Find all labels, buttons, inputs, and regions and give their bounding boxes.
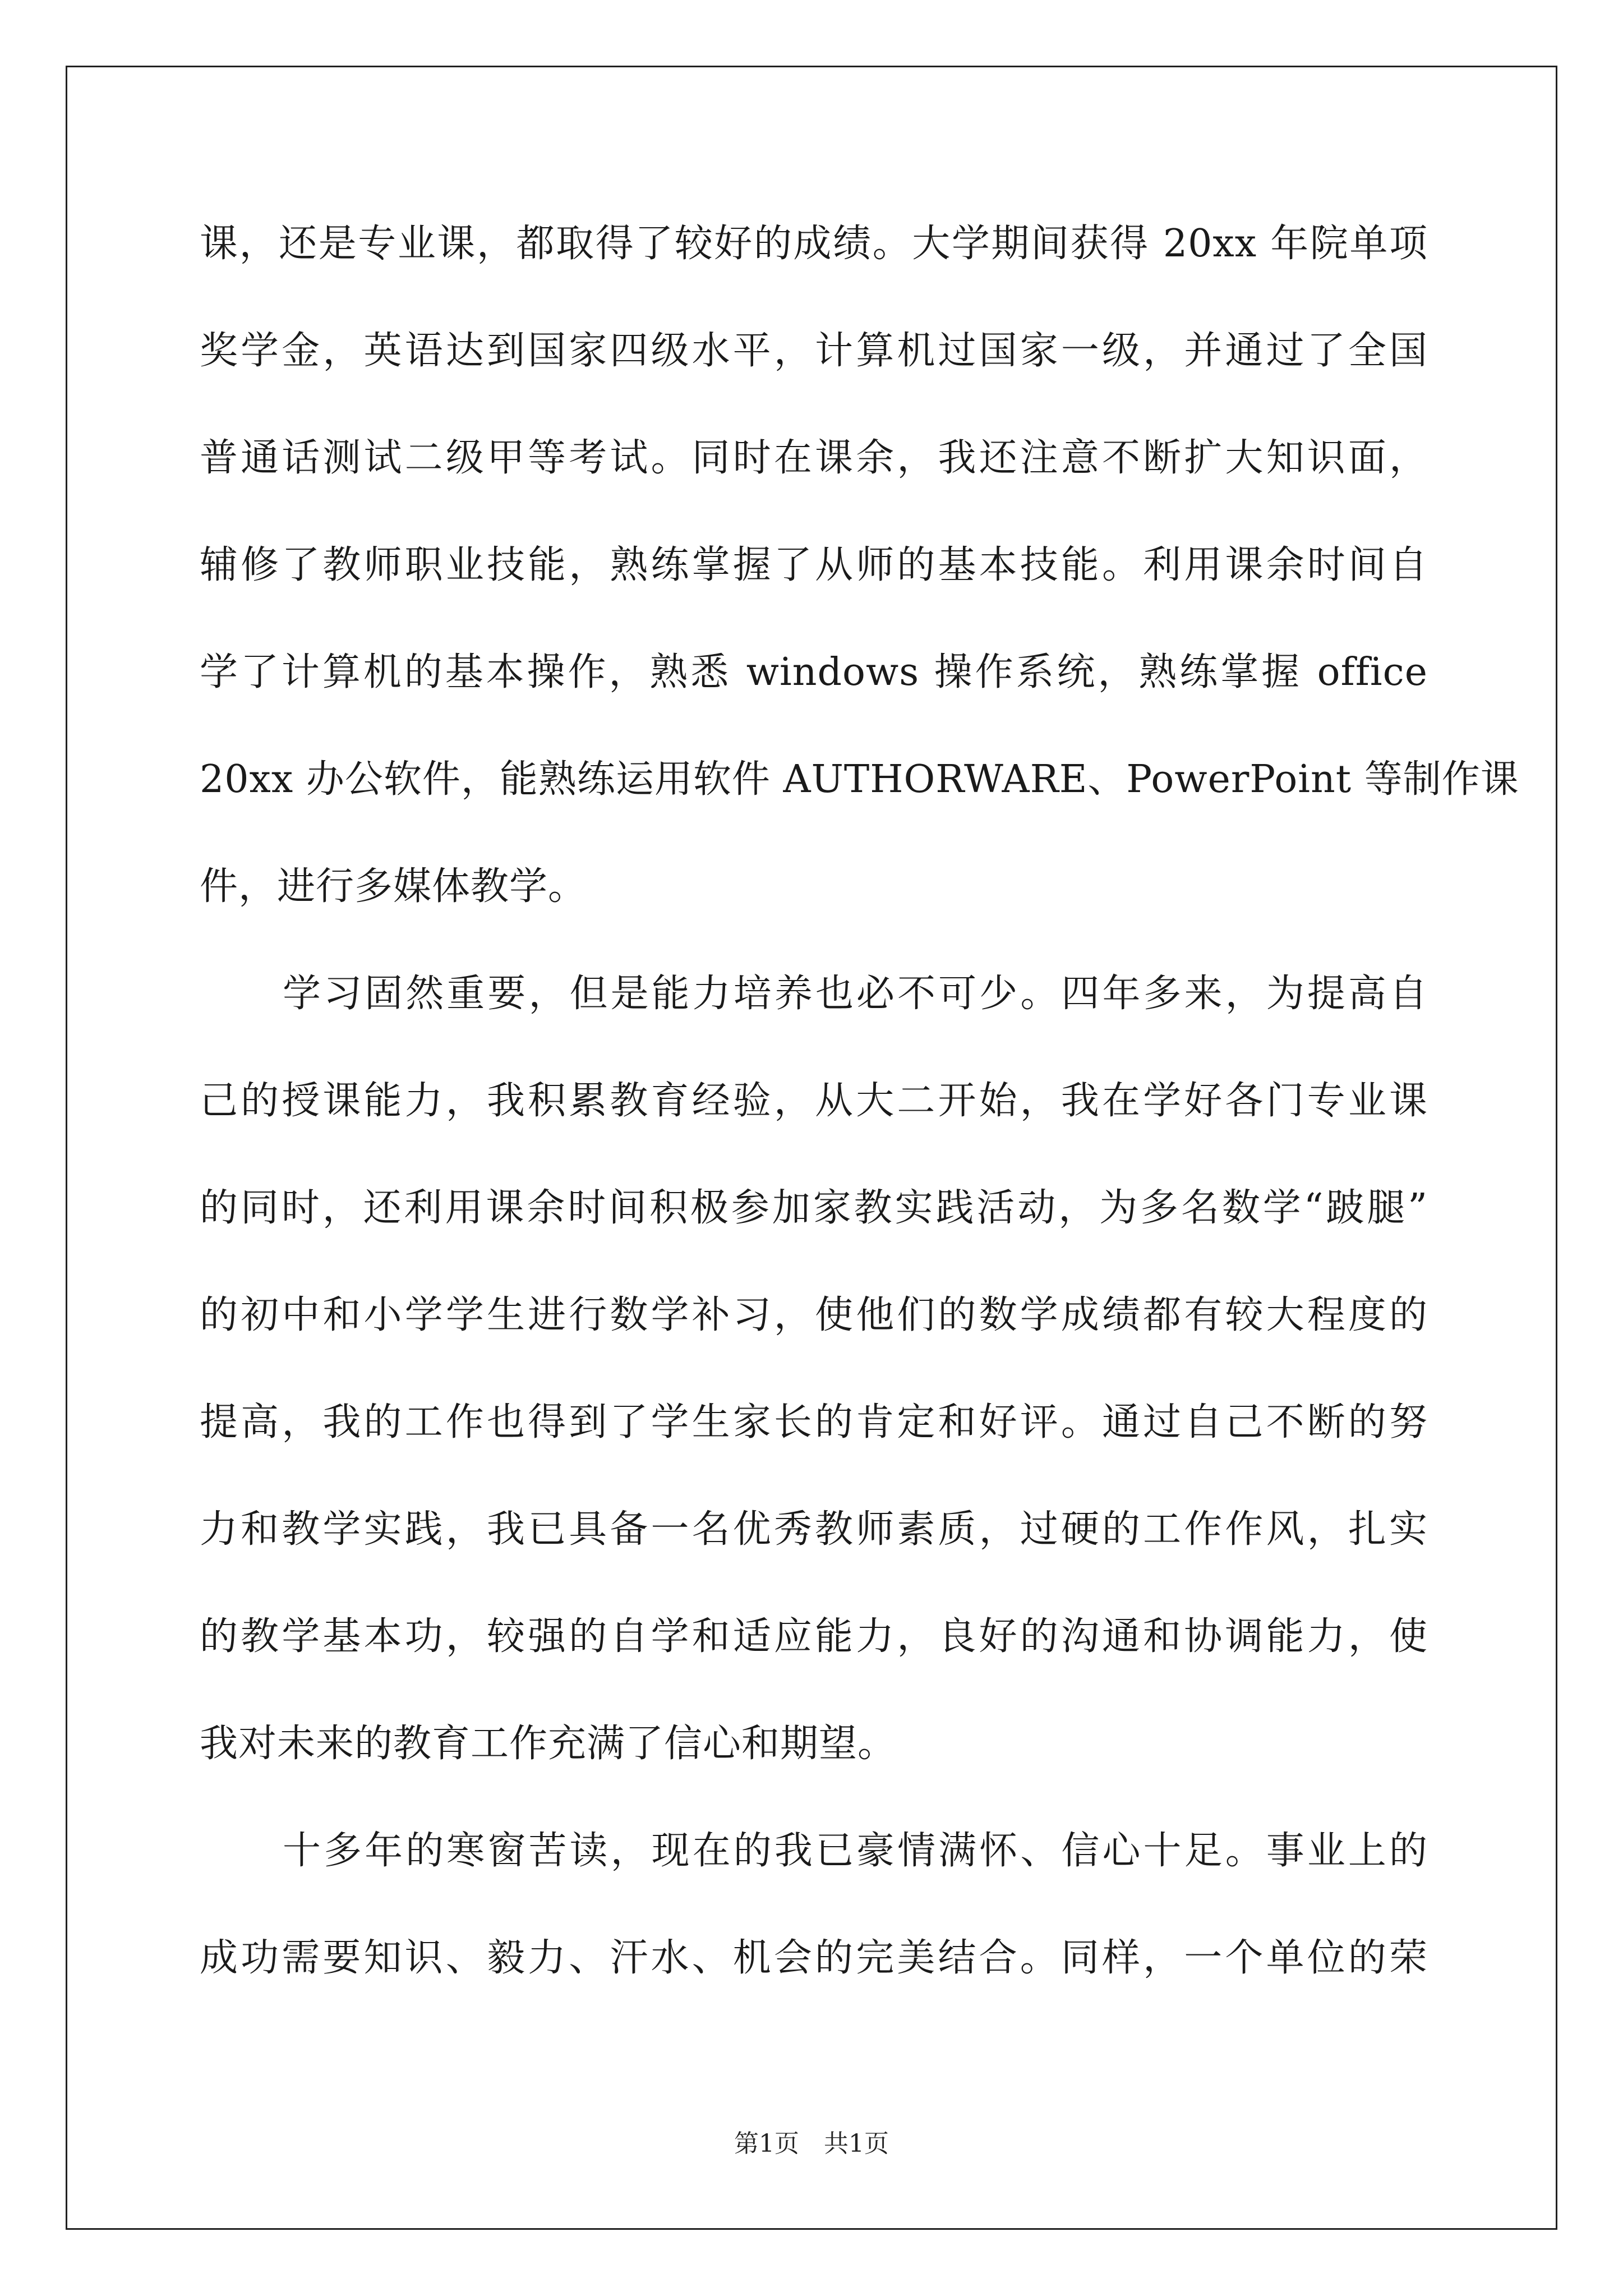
text-line: 课，还是专业课，都取得了较好的成绩。大学期间获得 20xx 年院单项	[200, 222, 1428, 266]
page-total: 共1页	[824, 2129, 889, 2158]
text-line: 20xx 办公软件，能熟练运用软件 AUTHORWARE、PowerPoint 等制作课	[200, 757, 1519, 802]
text-line: 提高，我的工作也得到了学生家长的肯定和好评。通过自己不断的努	[200, 1400, 1428, 1444]
text-line: 的教学基本功，较强的自学和适应能力，良好的沟通和协调能力，使	[200, 1614, 1428, 1659]
document-body	[200, 210, 1519, 2032]
text-line: 的同时，还利用课余时间积极参加家教实践活动，为多名数学“跛腿”	[200, 1186, 1428, 1230]
text-line: 成功需要知识、毅力、汗水、机会的完美结合。同样，一个单位的荣	[200, 1936, 1428, 1980]
paragraph-end-line: 我对未来的教育工作充满了信心和期望。	[200, 1722, 897, 1766]
text-line: 的初中和小学学生进行数学补习，使他们的数学成绩都有较大程度的	[200, 1293, 1428, 1337]
paragraph-first-line: 十多年的寒窗苦读，现在的我已豪情满怀、信心十足。事业上的	[283, 1829, 1428, 1873]
text-line: 己的授课能力，我积累教育经验，从大二开始，我在学好各门专业课	[200, 1079, 1428, 1123]
text-line: 力和教学实践，我已具备一名优秀教师素质，过硬的工作作风，扎实	[200, 1507, 1428, 1552]
text-line: 奖学金，英语达到国家四级水平，计算机过国家一级，并通过了全国	[200, 329, 1428, 373]
page-footer	[0, 2127, 1623, 2161]
page-number: 第1页	[734, 2129, 799, 2158]
text-line: 辅修了教师职业技能，熟练掌握了从师的基本技能。利用课余时间自	[200, 543, 1428, 587]
text-line: 普通话测试二级甲等考试。同时在课余，我还注意不断扩大知识面，	[200, 436, 1428, 480]
paragraph-first-line: 学习固然重要，但是能力培养也必不可少。四年多来，为提高自	[283, 972, 1428, 1016]
paragraph-end-line: 件，进行多媒体教学。	[200, 864, 587, 909]
text-line: 学了计算机的基本操作，熟悉 windows 操作系统，熟练掌握 office	[200, 650, 1428, 694]
